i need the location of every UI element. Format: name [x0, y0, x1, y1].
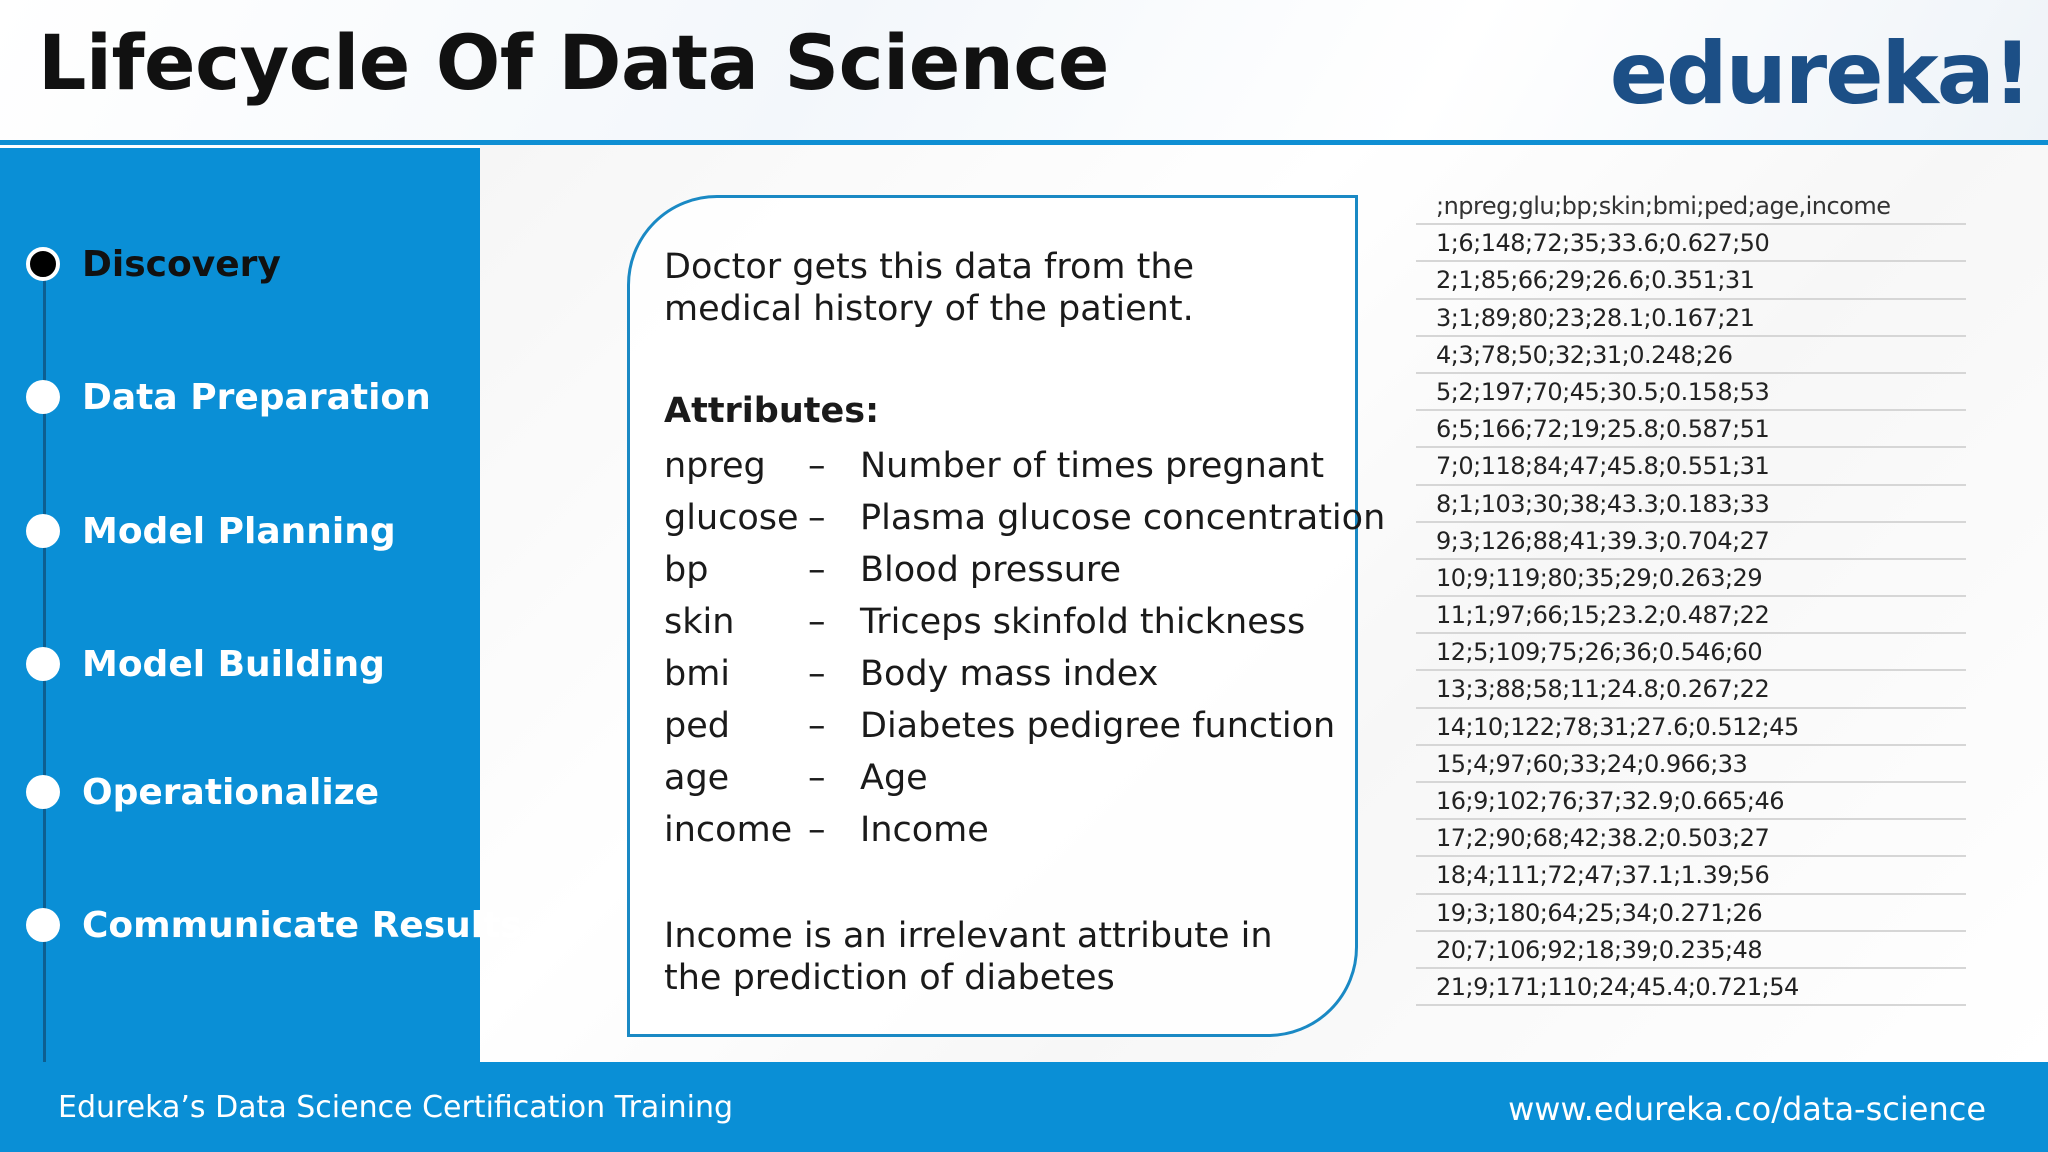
step-model-planning	[26, 511, 396, 551]
attribute-description: Age	[860, 758, 928, 798]
table-row: 17;2;90;68;42;38.2;0.503;27	[1416, 820, 1966, 857]
attribute-description: Plasma glucose concentration	[860, 498, 1386, 538]
attribute-name: bmi	[664, 654, 731, 694]
attribute-name: bp	[664, 550, 709, 590]
table-row: 8;1;103;30;38;43.3;0.183;33	[1416, 486, 1966, 523]
table-row: 15;4;97;60;33;24;0.966;33	[1416, 746, 1966, 783]
active-step-dot-icon	[26, 247, 60, 281]
attribute-description: Number of times pregnant	[860, 446, 1325, 486]
attribute-name: skin	[664, 602, 735, 642]
attribute-dash: –	[808, 550, 826, 590]
step-dot-icon	[26, 647, 60, 681]
attribute-description: Blood pressure	[860, 550, 1122, 590]
step-communicate-results	[26, 905, 522, 945]
table-row: 4;3;78;50;32;31;0.248;26	[1416, 337, 1966, 374]
attribute-description: Triceps skinfold thickness	[860, 602, 1306, 642]
patient-data-table	[1416, 188, 1966, 1006]
attribute-dash: –	[808, 706, 826, 746]
attribute-dash: –	[808, 602, 826, 642]
lifecycle-sidebar	[0, 148, 522, 1062]
step-label: Operationalize	[82, 771, 380, 813]
table-row: 13;3;88;58;11;24.8;0.267;22	[1416, 671, 1966, 708]
attribute-description: Income	[860, 810, 989, 850]
step-dot-icon	[26, 908, 60, 942]
step-discovery	[26, 244, 281, 284]
attribute-description: Diabetes pedigree function	[860, 706, 1336, 746]
edureka-logo: edureka!	[1609, 24, 2030, 124]
table-row: 1;6;148;72;35;33.6;0.627;50	[1416, 225, 1966, 262]
attributes-heading: Attributes:	[664, 391, 880, 431]
step-label: Model Planning	[82, 510, 396, 552]
step-operationalize	[26, 772, 379, 812]
table-row: 2;1;85;66;29;26.6;0.351;31	[1416, 262, 1966, 299]
footer-url: www.edureka.co/data-science	[1508, 1090, 1986, 1128]
table-row: 12;5;109;75;26;36;0.546;60	[1416, 634, 1966, 671]
table-row: 11;1;97;66;15;23.2;0.487;22	[1416, 597, 1966, 634]
step-dot-icon	[26, 514, 60, 548]
card-intro-text: Doctor gets this data from the medical history of the patient.	[664, 247, 1195, 329]
step-dot-icon	[26, 380, 60, 414]
attribute-dash: –	[808, 654, 826, 694]
table-row: 9;3;126;88;41;39.3;0.704;27	[1416, 523, 1966, 560]
slide-footer	[0, 1062, 2048, 1152]
table-row: 19;3;180;64;25;34;0.271;26	[1416, 895, 1966, 932]
table-row: 16;9;102;76;37;32.9;0.665;46	[1416, 783, 1966, 820]
slide-title: Lifecycle Of Data Science	[38, 18, 1109, 107]
step-data-preparation	[26, 377, 431, 417]
table-row: 14;10;122;78;31;27.6;0.512;45	[1416, 709, 1966, 746]
attribute-dash: –	[808, 446, 826, 486]
attribute-description: Body mass index	[860, 654, 1159, 694]
attribute-dash: –	[808, 758, 826, 798]
table-row: 10;9;119;80;35;29;0.263;29	[1416, 560, 1966, 597]
attribute-name: income	[664, 810, 793, 850]
step-dot-icon	[26, 775, 60, 809]
table-row: 18;4;111;72;47;37.1;1.39;56	[1416, 857, 1966, 894]
attribute-name: npreg	[664, 446, 766, 486]
table-row: 21;9;171;110;24;45.4;0.721;54	[1416, 969, 1966, 1006]
attribute-name: glucose	[664, 498, 799, 538]
table-row: 5;2;197;70;45;30.5;0.158;53	[1416, 374, 1966, 411]
slide-header	[0, 0, 2048, 140]
step-label: Model Building	[82, 643, 385, 685]
table-row: 7;0;118;84;47;45.8;0.551;31	[1416, 448, 1966, 485]
step-label: Discovery	[82, 243, 281, 285]
attribute-name: age	[664, 758, 730, 798]
step-label: Data Preparation	[82, 376, 431, 418]
card-note-text: Income is an irrelevant attribute in the prediction of diabetes	[664, 916, 1273, 998]
table-row: 3;1;89;80;23;28.1;0.167;21	[1416, 300, 1966, 337]
table-row: 6;5;166;72;19;25.8;0.587;51	[1416, 411, 1966, 448]
attribute-name: ped	[664, 706, 730, 746]
footer-course-title: Edureka’s Data Science Certification Training	[58, 1090, 734, 1125]
attribute-dash: –	[808, 498, 826, 538]
step-model-building	[26, 644, 385, 684]
attribute-dash: –	[808, 810, 826, 850]
table-row: 20;7;106;92;18;39;0.235;48	[1416, 932, 1966, 969]
step-label: Communicate Results	[82, 904, 522, 946]
table-header-row: ;npreg;glu;bp;skin;bmi;ped;age,income	[1416, 188, 1966, 225]
